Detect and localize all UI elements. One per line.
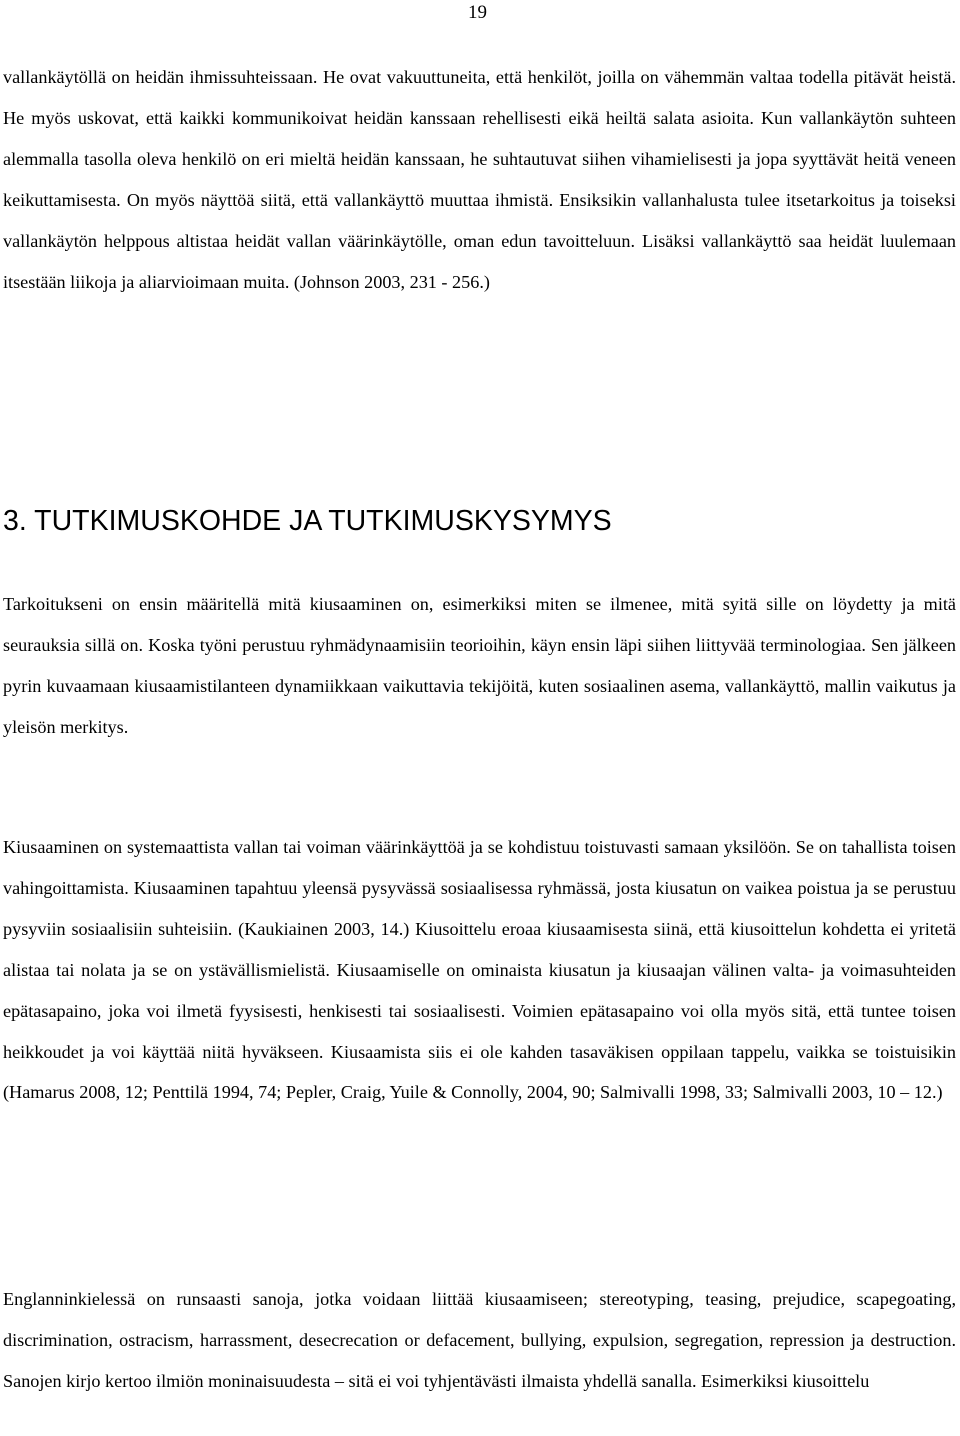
- section-heading: 3. TUTKIMUSKOHDE JA TUTKIMUSKYSYMYS: [3, 505, 612, 537]
- paragraph-english-terms: Englanninkielessä on runsaasti sanoja, jotka voidaan liittää kiusaamiseen; stereotyping, teasing, prejudice, scapegoating, discrimination, ostracism, harrassment, desecrecation or defacement, bullying, expulsion, segregation, repression ja destruction. Sanojen kirjo kertoo ilmiön moninaisuudesta – sitä ei voi tyhjentävästi ilmaista yhdellä sanalla. Esimerkiksi kiusoittelu: [3, 1289, 956, 1391]
- paragraph-power-use: vallankäytöllä on heidän ihmissuhteissaan. He ovat vakuuttuneita, että henkilöt, joilla on vähemmän valtaa todella pitävät heistä. He myös uskovat, että kaikki kommunikoivat heidän kanssaan rehellisesti eikä heiltä salata asioita. Kun vallankäytön suhteen alemmalla tasolla oleva henkilö on eri mieltä heidän kanssaan, he suhtautuvat siihen vihamielisesti ja jopa syyttävät heitä veneen keikuttamisesta. On myös näyttöä siitä, että vallankäyttö muuttaa ihmistä. Ensiksikin vallanhalusta tulee itsetarkoitus ja toiseksi vallankäytön helppous altistaa heidät vallan väärinkäytölle, oman edun tavoitteluun. Lisäksi vallankäyttö saa heidät luulemaan itsestään liikoja ja aliarvioimaan muita. (Johnson 2003, 231 - 256.): [3, 67, 956, 292]
- page-number: 19: [468, 2, 487, 23]
- paragraph-purpose: Tarkoitukseni on ensin määritellä mitä kiusaaminen on, esimerkiksi miten se ilmenee, mitä syitä sille on löydetty ja mitä seurauksia sillä on. Koska työni perustuu ryhmädynaamisiin teorioihin, käyn ensin läpi siihen liittyvää terminologiaa. Sen jälkeen pyrin kuvaamaan kiusaamistilanteen dynamiikkaan vaikuttavia tekijöitä, kuten sosiaalinen asema, vallankäyttö, mallin vaikutus ja yleisön merkitys.: [3, 594, 956, 737]
- paragraph-bullying-definition: Kiusaaminen on systemaattista vallan tai voiman väärinkäyttöä ja se kohdistuu toistuvasti samaan yksilöön. Se on tahallista toisen vahingoittamista. Kiusaaminen tapahtuu yleensä pysyvässä sosiaalisessa ryhmässä, josta kiusatun on vaikea poistua ja se perustuu pysyviin sosiaalisiin suhteisiin. (Kaukiainen 2003, 14.) Kiusoittelu eroaa kiusaamisesta siinä, että kiusoittelun kohdetta ei yritetä alistaa tai nolata ja se on ystävällismielistä. Kiusaamiselle on ominaista kiusatun ja kiusaajan välinen valta- ja voimasuhteiden epätasapaino, joka voi ilmetä fyysisesti, henkisesti tai sosiaalisesti. Voimien epätasapaino voi olla myös sitä, että tuntee toisen heikkoudet ja voi käyttää niitä hyväkseen. Kiusaamista siis ei ole kahden tasaväkisen oppilaan tappelu, vaikka se toistuisikin (Hamarus 2008, 12; Penttilä 1994, 74; Pepler, Craig, Yuile & Connolly, 2004, 90; Salmivalli 1998, 33; Salmivalli 2003, 10 – 12.): [3, 837, 956, 1103]
